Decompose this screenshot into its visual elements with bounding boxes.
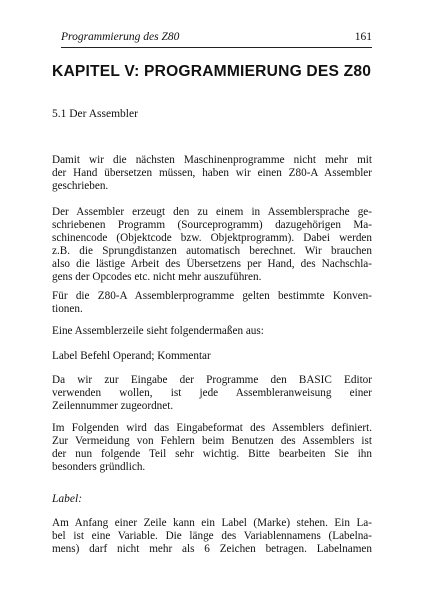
paragraph-intro: [52, 154, 372, 193]
text-line: der nun folgende Teil sehr wichtig. Bitte bearbeiten Sie ihn: [52, 448, 372, 460]
text-line: Da wir zur Eingabe der Programme den BASIC Editor: [52, 374, 372, 386]
label-heading: Label:: [52, 493, 83, 505]
text-line: Damit wir die nächsten Maschinenprogramme nicht mehr mit: [52, 154, 372, 166]
paragraph-basic-editor: [52, 374, 372, 413]
text-line: Der Assembler erzeugt den zu einem in Assemblersprache ge-: [52, 206, 372, 218]
paragraph-conventions: [52, 290, 372, 316]
page-number: 161: [354, 31, 372, 43]
paragraph-assembler-description: [52, 206, 372, 284]
text-line: mens) darf nicht mehr als 6 Zeichen betragen. Labelnamen: [52, 543, 372, 555]
text-line: Im Folgenden wird das Eingabeformat des Assemblers definiert.: [52, 422, 372, 434]
running-head-title: Programmierung des Z80: [61, 31, 180, 43]
paragraph-label-definition: [52, 517, 372, 556]
chapter-title: KAPITEL V: PROGRAMMIERUNG DES Z80: [52, 63, 372, 80]
text-line: z.B. die Sprungdistanzen automatisch berechnet. Wir brauchen: [52, 245, 372, 257]
text-line: Zeilennummer zugeordnet.: [52, 400, 174, 412]
paragraph-line-syntax: [52, 350, 372, 363]
text-line: Zur Vermeidung von Fehlern beim Benutzen des Assemblers ist: [52, 435, 372, 447]
text-line: gens der Opcodes etc. nicht mehr auszuführen.: [52, 271, 262, 283]
text-line: verwenden wollen, ist jede Assembleranweisung einer: [52, 387, 372, 399]
paragraph-input-format: [52, 422, 372, 474]
text-line: schinencode (Objektcode bzw. Objektprogramm). Dabei werden: [52, 232, 372, 244]
text-line: Label Befehl Operand; Kommentar: [52, 350, 211, 362]
text-line: der Hand übersetzen müssen, haben wir einen Z80-A Assembler: [52, 167, 372, 179]
section-heading: 5.1 Der Assembler: [52, 108, 138, 120]
running-head: [61, 31, 372, 48]
text-line: Am Anfang einer Zeile kann ein Label (Marke) stehen. Ein La-: [52, 517, 372, 529]
paragraph-line-format: [52, 325, 372, 338]
text-line: also die lästige Arbeit des Übersetzens per Hand, des Nachschla-: [52, 258, 372, 270]
text-line: bel ist eine Variable. Die länge des Variablennamens (Labelna-: [52, 530, 372, 542]
text-line: besonders gründlich.: [52, 461, 146, 473]
text-line: Eine Assemblerzeile sieht folgendermaßen aus:: [52, 325, 264, 337]
text-line: geschrieben.: [52, 180, 109, 192]
text-line: Für die Z80-A Assemblerprogramme gelten bestimmte Konven-: [52, 290, 372, 302]
text-line: tionen.: [52, 303, 83, 315]
text-line: schriebenen Programm (Sourceprogramm) dazugehörigen Ma-: [52, 219, 372, 231]
